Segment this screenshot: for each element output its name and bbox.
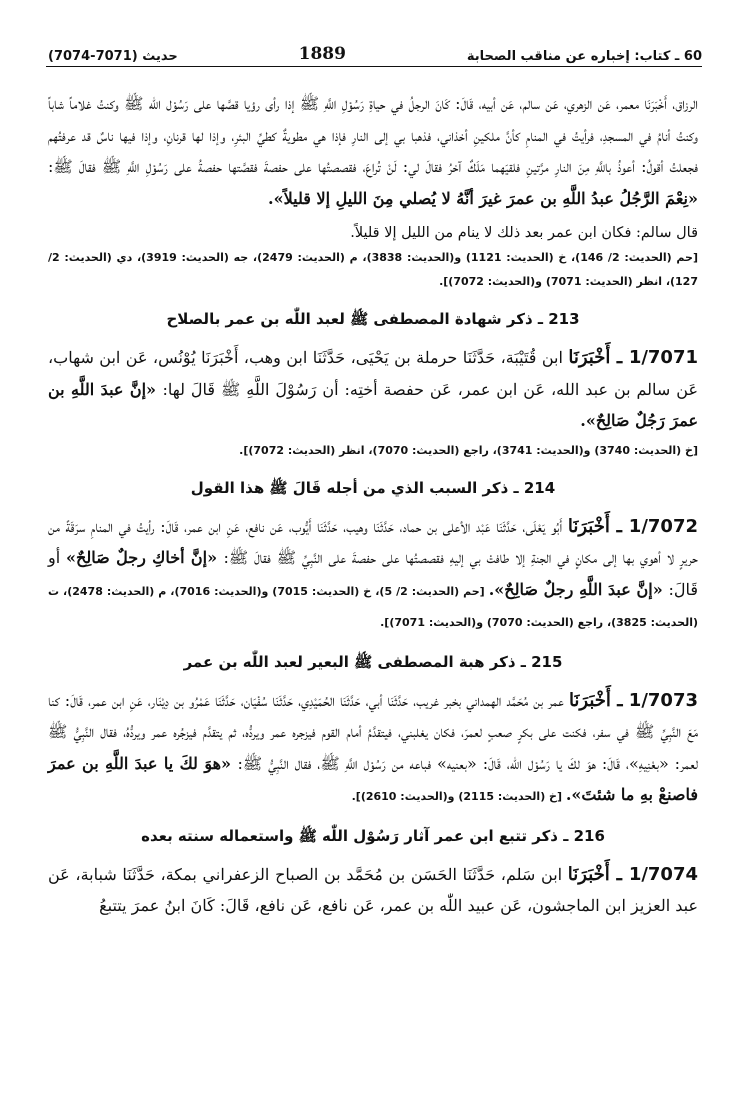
hadith-7074 <box>48 859 698 922</box>
page-number: 1889 <box>298 44 346 64</box>
hadith-quote-7073: «هوَ لكَ يا عبدَ اللَّهِ بن عمرَ فاصنعْ بهِ ما شئتَ». <box>48 753 698 804</box>
heading-214: 214 ـ ذكر السبب الذي من أجله قَالَ ﷺ هذا القول <box>190 478 556 497</box>
intro-paragraph <box>48 88 698 214</box>
reference-7073: [خ (الحديث: 2115) و(الحديث: 2610)]. <box>351 790 566 803</box>
hadith-quote-7072a: «إنَّ أخاكِ رجلٌ صَالِحٌ» <box>66 548 224 567</box>
chapter-title: 60 ـ كتاب: إخباره عن مناقب الصحابة <box>466 49 702 64</box>
intro-text: الرزاق، أَخْبَرَنَا معمر، عَن الزهري، عَن سالم، عَن أبيه، قَالَ: كَانَ الرجلُ في حياةِ رَسُوْلِ اللَّهِ ﷺ إذا رأى رؤيا قصَّها على رَسُوْل اللّٰه ﷺ وكنتُ غلاماً شاباً وكنتُ أنامُ في المسجدِ، فرأيتُ في المنامِ كأنَّ ملكينِ أخذاني، فذهبا بي إلى النارِ فإذا هي مطويةٌ كطيِّ البئرِ، وإذا لها قرنانِ، وإذا فيها ناسٌ قد عرفتُهم فجعلتُ أقولُ: أعوذُ باللَّهِ مِنَ النارِ مرَّتينِ فلقيَهما مَلَكٌ آخرُ فقالَ لي: لَنْ تُراعَ، فقصصتُها على حفصةَ فقصَّتها حفصةُ على رَسُوْلِ اللَّهِ ﷺ فقالَ ﷺ: <box>48 94 698 176</box>
salim-note: قال سالم: فكان ابن عمر بعد ذلك لا ينام من الليل إلا قليلاً. <box>350 225 698 241</box>
akhbarana-7072: ـ أَخْبَرَنَا <box>567 515 629 537</box>
heading-215: 215 ـ ذكر هبة المصطفى ﷺ البعير لعبد اللّٰه بن عمر <box>183 652 563 671</box>
hadith-7071 <box>48 342 698 437</box>
hadith-quote-7072b: «إنَّ عبدَ اللَّهِ رجلٌ صَالِحٌ». <box>488 579 669 599</box>
reference-7072: [حم (الحديث: 2/ 5)، خ (الحديث: 7015) و(الحديث: 7016)، م (الحديث: 2478)، ت (الحديث: 3825)، راجع (الحديث: 7070) و(الحديث: 7071)]. <box>48 584 698 629</box>
reference-prev: [حم (الحديث: 2/ 146)، خ (الحديث: 1121) و(الحديث: 3838)، م (الحديث: 2479)، جه (الحديث: 3919)، دي (الحديث: 2/ 127)، انظر (الحديث: 7071) و(الحديث: 7072)]. <box>48 251 698 288</box>
hadith-quote-7071: «إنَّ عبدَ اللَّهِ بن عمرَ رَجُلٌ صَالِحٌ». <box>48 379 698 430</box>
hadith-7072 <box>48 511 698 637</box>
akhbarana-7071: ـ أَخْبَرَنَا <box>568 347 629 368</box>
hadith-7073 <box>48 685 698 811</box>
hadith-number-7074: 1/7074 <box>628 863 699 885</box>
hadith-text-7071: ابن قُتَيْبَة، حَدَّثَنَا حرملة بن يَحْيَى، حَدَّثَنَا ابن وهب، أَخْبَرَنَا يُوْنُس، عَن ابن شهاب، عَن سالم بن عبد الله، عَن ابن عمر، عَن حفصة أختِه: أن رَسُوْلَ اللَّهِ ﷺ قَالَ لها: <box>48 348 698 399</box>
hadith-number-7072: 1/7072 <box>628 515 698 537</box>
hadith-range: حديث (7071-7074) <box>48 49 178 64</box>
intro-quote: «نِعْمَ الرَّجُلُ عبدُ اللَّهِ بن عمرَ غيرَ أنَّهُ لا يُصلي مِنَ الليلِ إلا قليلاً». <box>268 188 698 208</box>
reference-7071: [خ (الحديث: 3740) و(الحديث: 3741)، راجع (الحديث: 7070)، انظر (الحديث: 7072)]. <box>239 443 698 457</box>
hadith-text-7072: أَبُو يَعْلَى، حَدَّثَنَا عَبْد الأعلى بن حماد، حَدَّثَنَا وهيب، حَدَّثَنَا أَيُّوب، عَن نافع، عَنِ ابن عمر، قَالَ: رأيتُ في المنامِ سرَقَةً من حريرٍ لا أهوي بها إلى مكانٍ في الجنةِ إلا طافتْ بي إليهِ فقصصتُها على حفصةَ على النَّبِيِّ ﷺ فقالَ ﷺ: <box>48 516 698 567</box>
header-rule <box>46 66 702 67</box>
hadith-number-7071: 1/7071 <box>628 347 699 368</box>
akhbarana-7073: ـ أَخْبَرَنَا <box>568 689 629 711</box>
akhbarana-7074: ـ أَخْبَرَنَا <box>567 863 629 885</box>
heading-216: 216 ـ ذكر تتبع ابن عمر آثار رَسُوْل اللّٰه ﷺ واستعماله سنته بعده <box>141 826 605 845</box>
page-body <box>48 88 698 922</box>
hadith-number-7073: 1/7073 <box>628 689 698 711</box>
hadith-text-7074: ابن سَلم، حَدَّثَنَا الحَسَن بن مُحَمَّد بن الصباح الزعفراني بمكة، حَدَّثَنَا شبابة، عَن عبد العزيز ابن الماجشون، عَن عبيد اللّٰه بن عمر، عَن نافع، عَن نافع، قَالَ: كَانَ ابنُ عمرَ يتتبعُ <box>48 864 698 915</box>
hadith-mid-7072: أو قَالَ: <box>48 548 698 599</box>
heading-213: 213 ـ ذكر شهادة المصطفى ﷺ لعبد اللّٰه بن عمر بالصلاح <box>166 310 580 328</box>
running-header <box>48 38 702 64</box>
hadith-text-7073: عمر بن مُحَمَّد الهمداني بخبر غريب، حَدَّثَنَا أبي، حَدَّثَنَا الحُمَيْدِي، حَدَّثَنَا سُفْيَان، حَدَّثَنَا عَمْرُو بن دِيْنَار، عَنِ ابن عمر، قَالَ: كنا مَعَ النَّبِيِّ ﷺ في سفر، فكنت على بكرٍ صعبٍ لعمرَ، فكان يغلبني، فيتقدَّمُ أمام القوم فيزجره عمر ويردُّه، ثم يتقدَّم فيزجُره عمر ويردُّهُ، فقال النَّبِيُّ ﷺ لعمر: «بعْنِيهِ»، قَالَ: هوَ لكَ يا رَسُوْل اللّٰه، قَالَ: «بعنيه» فباعه من رَسُوْل اللَّهِ ﷺ، فقال النَّبِيُّ ﷺ: <box>48 690 699 773</box>
